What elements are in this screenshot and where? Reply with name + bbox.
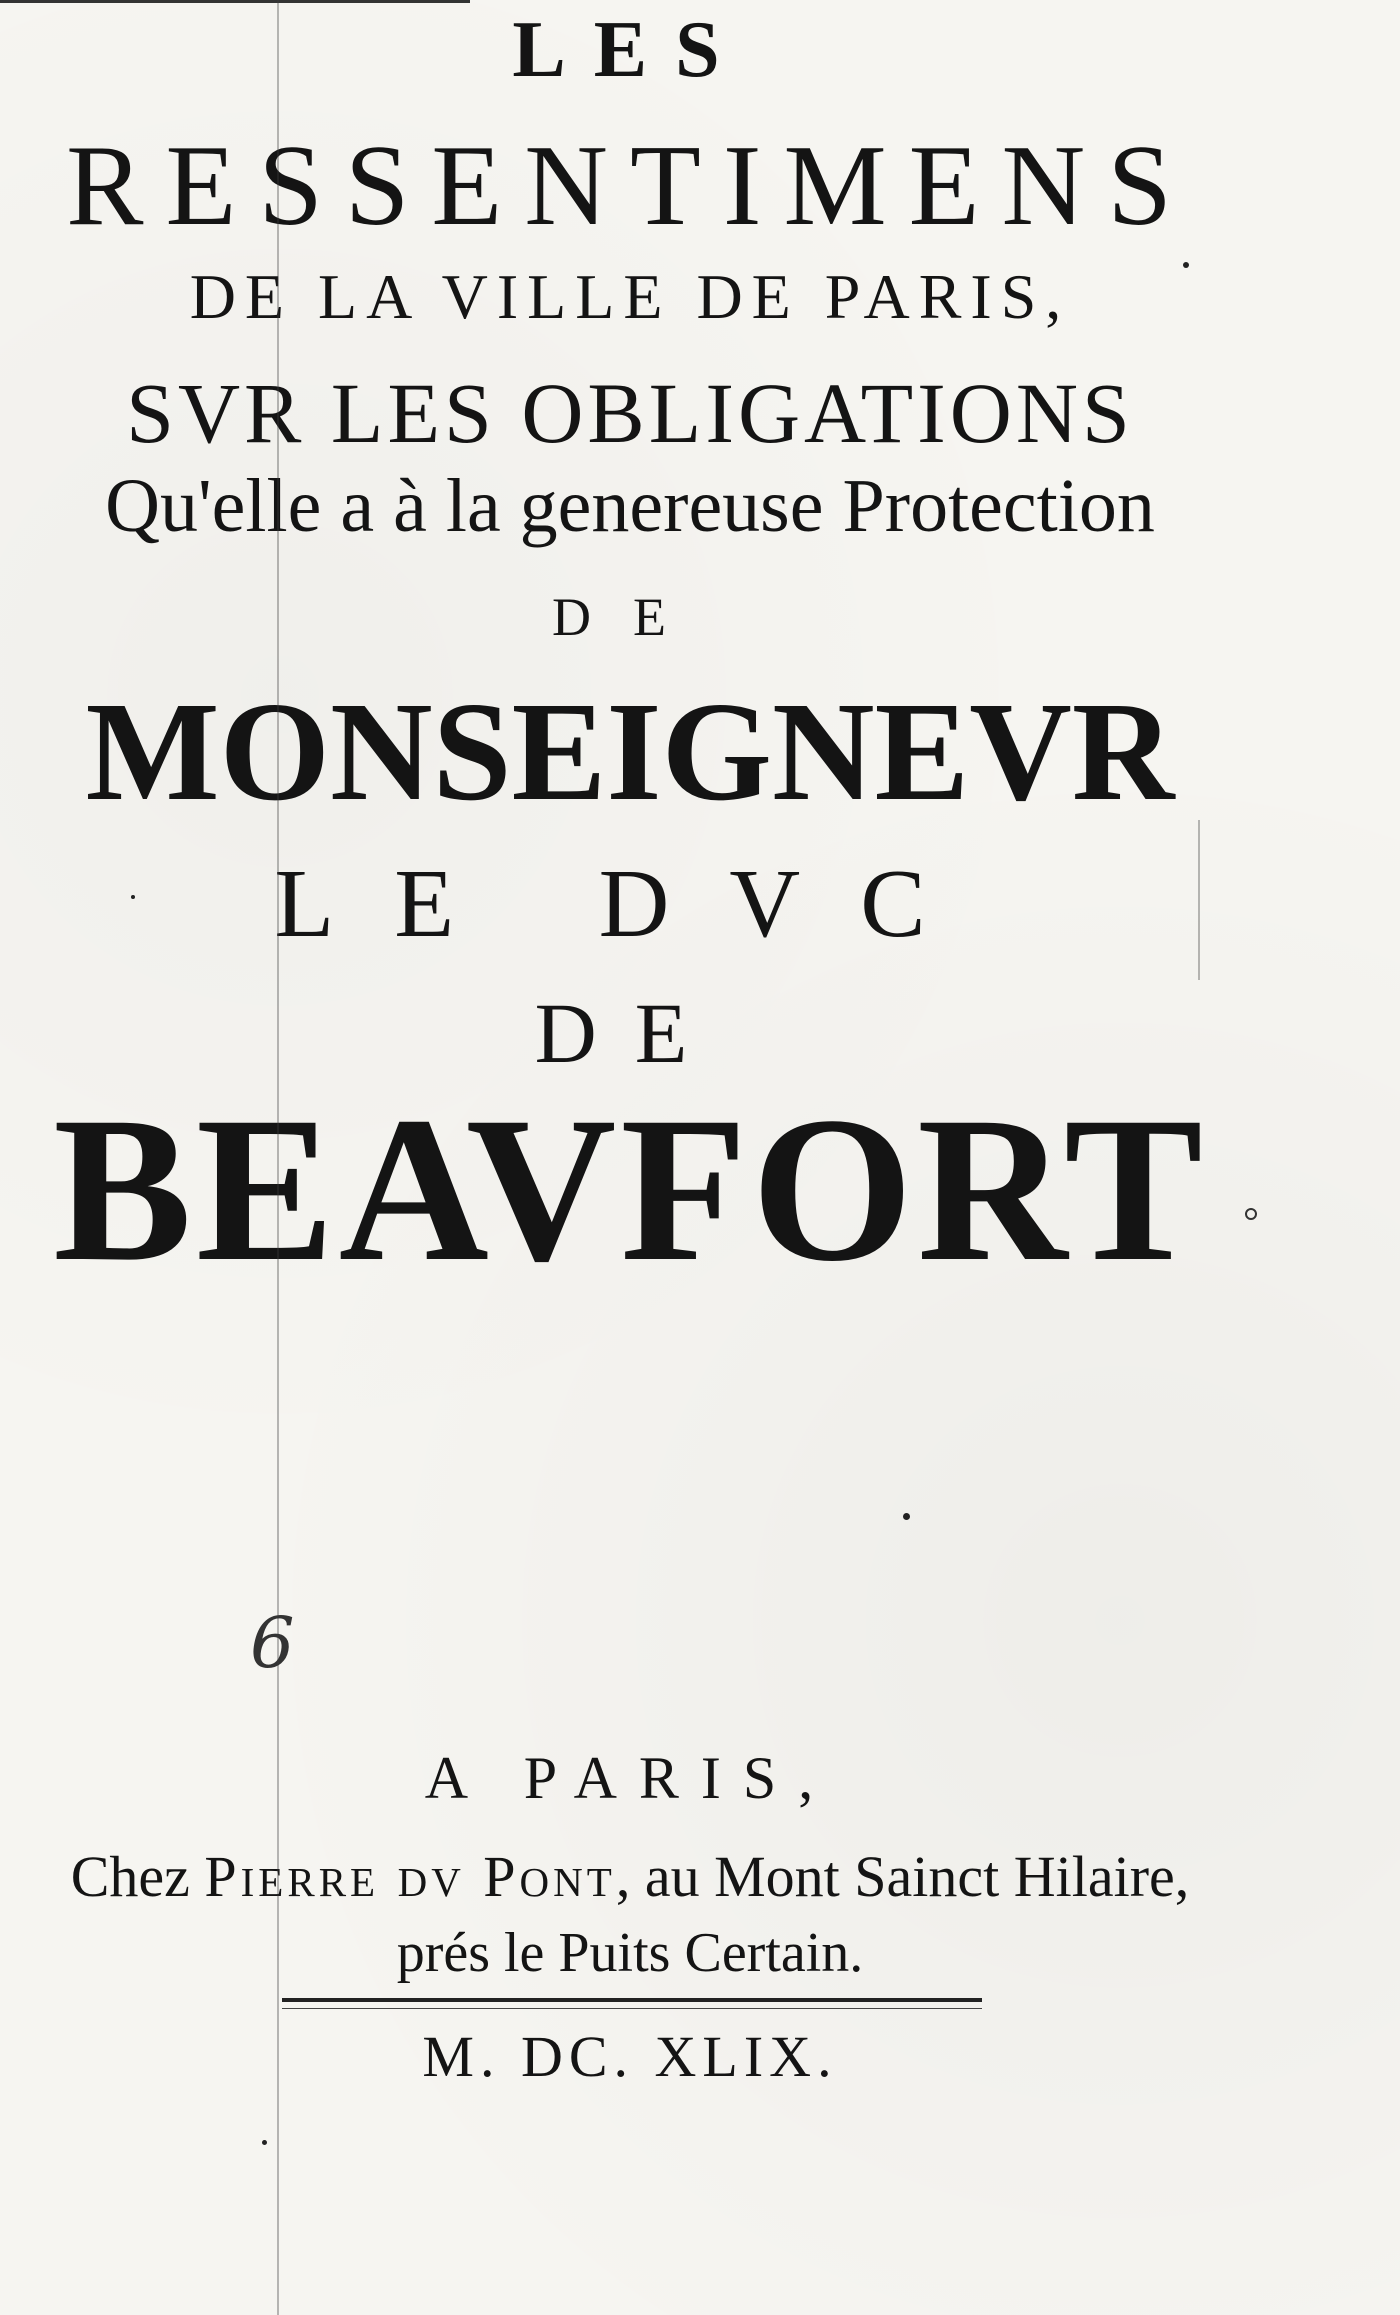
imprint-place: A PARIS, — [424, 1745, 836, 1811]
title-le-duc: LE DVC — [274, 850, 986, 958]
imprint-date: M. DC. XLIX. — [422, 2024, 838, 2089]
title-beaufort: BEAVFORT — [53, 1074, 1207, 1304]
show-through-line — [277, 0, 279, 2315]
imprint-chez: Chez — [70, 1844, 190, 1909]
paper-speck — [1183, 262, 1189, 268]
paper-speck — [903, 1513, 910, 1520]
imprint-printer-line — [0, 1844, 1260, 1909]
fleuron-ornament — [470, 1370, 790, 1640]
title-quelle-protection: Qu'elle a à la genereuse Protection — [105, 464, 1155, 548]
title-monseigneur: MONSEIGNEVR — [85, 672, 1175, 830]
imprint-printer-name: Pierre dv Pont — [204, 1844, 616, 1909]
paper-speck — [131, 895, 135, 899]
paper-speck — [1245, 1208, 1257, 1220]
top-edge-line — [0, 0, 470, 3]
imprint-address: , au Mont Sainct Hilaire, — [615, 1844, 1190, 1909]
title-sur-les-obligations: SVR LES OBLIGATIONS — [126, 365, 1134, 461]
paper-speck — [262, 2140, 267, 2145]
imprint-rule — [282, 1998, 982, 2002]
title-de-2: DE — [534, 985, 726, 1081]
title-ressentimens: RESSENTIMENS — [66, 122, 1194, 250]
imprint-pres-le-puits: prés le Puits Certain. — [396, 1922, 864, 1984]
title-de-1: DE — [552, 587, 708, 647]
imprint-rule-thin — [282, 2008, 982, 2009]
title-les: LES — [512, 6, 748, 94]
title-ville-de-paris: DE LA VILLE DE PARIS, — [189, 261, 1071, 332]
handwritten-margin-note: 6 — [250, 1602, 295, 1684]
show-through-line — [1198, 820, 1200, 980]
